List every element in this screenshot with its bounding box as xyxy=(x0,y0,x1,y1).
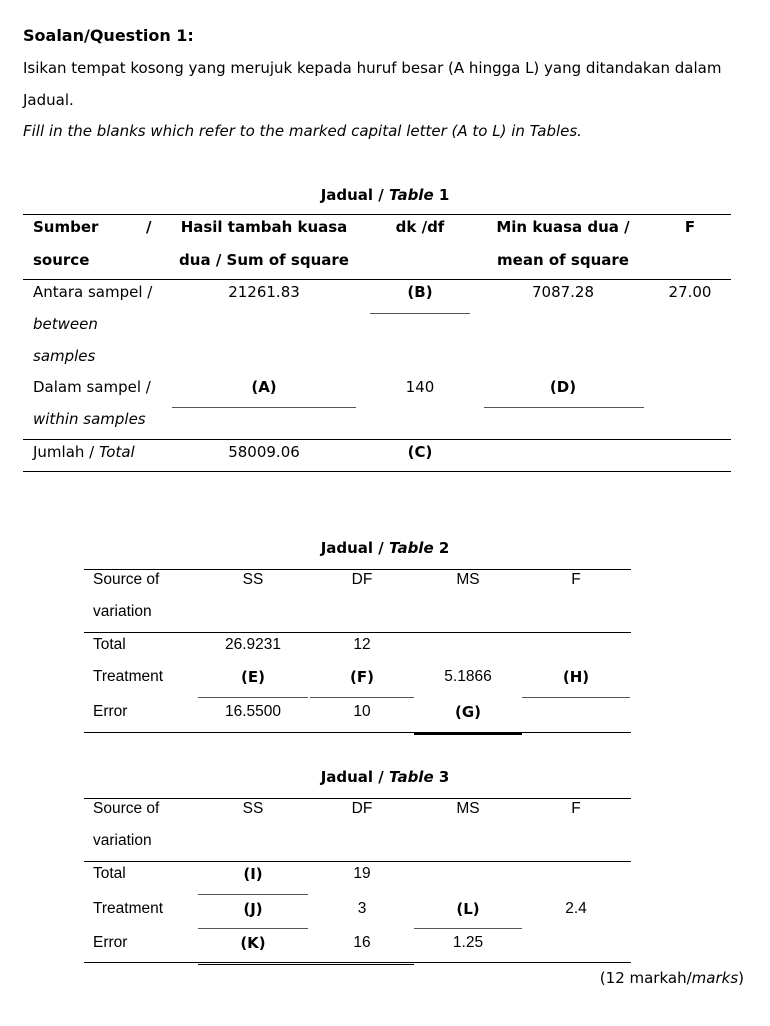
table2-blank-g xyxy=(414,733,522,735)
table2-blank-h xyxy=(522,697,630,698)
table3-error-ss: (K) xyxy=(240,934,266,952)
table3-row-treatment-label: Treatment xyxy=(93,900,164,917)
table1-header-df: dk /df xyxy=(395,218,445,236)
table1-header-source: Sumber xyxy=(33,218,99,236)
table1-row-within-label-en: within samples xyxy=(33,410,146,428)
marks-note: (12 markah/marks) xyxy=(599,969,744,987)
table2-total-df: 12 xyxy=(353,636,371,653)
table2-treatment-ms: 5.1866 xyxy=(444,668,492,685)
table3-row-error-label: Error xyxy=(93,934,128,951)
table1-header-ms-en: mean of square xyxy=(497,251,629,269)
table1-total-ss: 58009.06 xyxy=(228,443,300,461)
table1-header-ms: Min kuasa dua / xyxy=(496,218,630,236)
table3-header-variation: variation xyxy=(93,832,152,849)
table2-header-ms: MS xyxy=(456,571,480,588)
table3-header-ms: MS xyxy=(456,800,480,817)
table2-error-ms: (G) xyxy=(454,703,482,721)
table1-within-ss: (A) xyxy=(251,378,277,396)
table1-between-ms: 7087.28 xyxy=(531,283,595,301)
table3-treatment-ms: (L) xyxy=(456,900,480,918)
table1-row-within-label: Dalam sampel / xyxy=(33,378,151,396)
table2-blank-f xyxy=(310,697,414,698)
table1-blank-d xyxy=(484,407,644,408)
table3-blank-k xyxy=(198,964,414,965)
table3-bottom-rule xyxy=(84,962,631,963)
table2-error-ss: 16.5500 xyxy=(224,703,282,720)
table2-blank-e xyxy=(198,697,308,698)
table2-row-error-label: Error xyxy=(93,703,128,720)
table3-caption: Jadual / Table 3 xyxy=(320,768,450,786)
table2-caption: Jadual / Table 2 xyxy=(320,539,450,557)
table1-total-df: (C) xyxy=(407,443,433,461)
table1-blank-b xyxy=(370,313,470,314)
question-malay-line1: Isikan tempat kosong yang merujuk kepada huruf besar (A hingga L) yang ditandakan dalam xyxy=(23,59,722,77)
table1-total-rule xyxy=(23,439,731,440)
table3-error-ms: 1.25 xyxy=(452,934,484,951)
table3-header-source: Source of xyxy=(93,800,160,817)
question-heading: Soalan/Question 1: xyxy=(23,26,194,45)
table2-header-rule xyxy=(84,632,631,633)
table2-total-ss: 26.9231 xyxy=(224,636,282,653)
table1-header-rule xyxy=(23,279,731,280)
table2-row-total-label: Total xyxy=(93,636,126,653)
table3-header-f: F xyxy=(571,800,581,817)
table1-header-f: F xyxy=(684,218,696,236)
table1-between-df: (B) xyxy=(407,283,433,301)
table1-header-source-en: source xyxy=(33,251,90,269)
table2-treatment-f: (H) xyxy=(562,668,590,686)
table2-row-treatment-label: Treatment xyxy=(93,668,164,685)
table3-blank-l xyxy=(414,928,522,929)
table3-treatment-ss: (J) xyxy=(243,900,263,918)
table2-treatment-df: (F) xyxy=(350,668,374,686)
table1-between-ss: 21261.83 xyxy=(228,283,300,301)
table1-row-total-label: Jumlah / Total xyxy=(33,443,135,461)
table1-bottom-rule xyxy=(23,471,731,472)
table1-row-between-label: Antara sampel / xyxy=(33,283,153,301)
table3-treatment-f: 2.4 xyxy=(565,900,587,917)
question-english: Fill in the blanks which refer to the marked capital letter (A to L) in Tables. xyxy=(23,122,582,140)
table3-error-df: 16 xyxy=(353,934,371,951)
table1-within-ms: (D) xyxy=(549,378,577,396)
table3-total-ss: (I) xyxy=(243,865,263,883)
table1-header-slash: / xyxy=(146,218,152,236)
table1-top-rule xyxy=(23,214,731,215)
table1-header-ss-en: dua / Sum of square xyxy=(179,251,349,269)
table3-top-rule xyxy=(84,798,631,799)
table3-treatment-df: 3 xyxy=(357,900,367,917)
table1-header-ss: Hasil tambah kuasa xyxy=(180,218,348,236)
table3-total-df: 19 xyxy=(353,865,371,882)
table1-blank-a xyxy=(172,407,356,408)
table1-row-between-label-en1: between xyxy=(33,315,98,333)
table1-between-f: 27.00 xyxy=(668,283,712,301)
table2-header-ss: SS xyxy=(242,571,264,588)
table2-bottom-rule xyxy=(84,732,631,733)
table3-header-df: DF xyxy=(351,800,373,817)
table1-within-df: 140 xyxy=(405,378,435,396)
table3-row-total-label: Total xyxy=(93,865,126,882)
table2-treatment-ss: (E) xyxy=(241,668,265,686)
table3-blank-i xyxy=(198,894,308,895)
question-malay-line2: Jadual. xyxy=(23,91,74,109)
table2-header-f: F xyxy=(571,571,581,588)
table3-header-ss: SS xyxy=(242,800,264,817)
table2-header-variation: variation xyxy=(93,603,152,620)
table1-row-between-label-en2: samples xyxy=(33,347,96,365)
table3-header-rule xyxy=(84,861,631,862)
table1-caption: Jadual / Table 1 xyxy=(320,186,450,204)
table2-header-df: DF xyxy=(351,571,373,588)
table2-top-rule xyxy=(84,569,631,570)
table2-header-source: Source of xyxy=(93,571,160,588)
table2-error-df: 10 xyxy=(353,703,371,720)
table3-blank-j xyxy=(198,928,308,929)
